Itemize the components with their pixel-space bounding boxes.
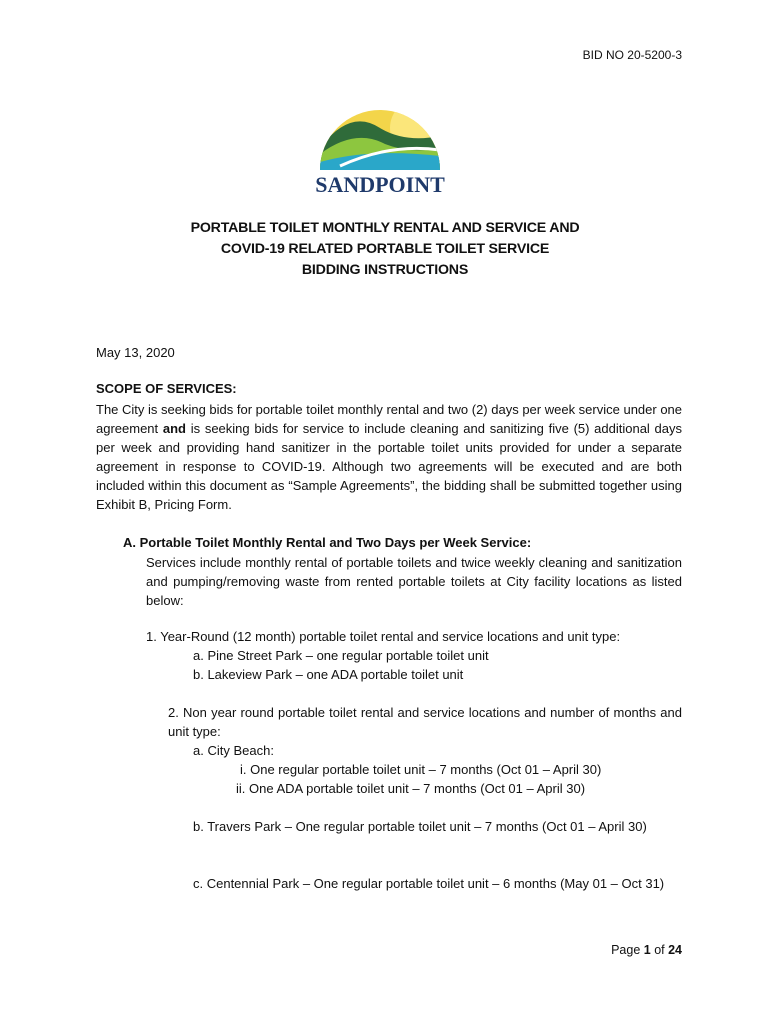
page-total: 24 (668, 943, 682, 957)
section-a-body: Services include monthly rental of portable toilets and twice weekly cleaning and sanitization and pumping/removing waste from rented portable toilets at City facility locations as listed below: (146, 555, 682, 608)
item-2c: c. Centennial Park – One regular portable toilet unit – 6 months (May 01 – Oct 31) (193, 876, 665, 891)
item-2b: b. Travers Park – One regular portable toilet unit – 7 months (Oct 01 – April 30) (193, 819, 647, 834)
scope-heading: SCOPE OF SERVICES: (96, 381, 237, 396)
page-of: of (650, 943, 669, 957)
item-2a-ii: ii. One ADA portable toilet unit – 7 months (Oct 01 – April 30) (236, 781, 586, 796)
page-footer (611, 943, 682, 957)
bid-number: BID NO 20-5200-3 (582, 48, 682, 62)
item-2a-i: i. One regular portable toilet unit – 7 months (Oct 01 – April 30) (240, 762, 602, 777)
item-1a: a. Pine Street Park – one regular portable toilet unit (193, 648, 489, 663)
item-1-label: 1. Year-Round (12 month) portable toilet rental and service locations and unit type: (146, 629, 621, 644)
scope-text-1: The City is seeking bids for portable toilet monthly rental and two (2) days per week service under one agreement (96, 402, 683, 436)
document-date: May 13, 2020 (96, 345, 175, 360)
page-prefix: Page (611, 943, 644, 957)
item-2a: a. City Beach: (193, 743, 274, 758)
document-title (0, 218, 770, 281)
title-line-2: COVID-19 RELATED PORTABLE TOILET SERVICE (220, 241, 550, 257)
page-number: 1 (643, 943, 651, 957)
title-line-1: PORTABLE TOILET MONTHLY RENTAL AND SERVICE AND (190, 220, 580, 236)
item-1b: b. Lakeview Park – one ADA portable toilet unit (193, 667, 464, 682)
item-2-text: 2. Non year round portable toilet rental and service locations and number of months and unit type: (168, 705, 682, 739)
logo-wordmark: SANDPOINT (315, 172, 445, 197)
scope-text-2: is seeking bids for service to include cleaning and sanitizing five (5) additional days per week and providing hand sanitizer in the portable toilet units provided for under a separate agreement in response to COVID-19. Although two agreements will be executed and are both included within this document as “Sample Agreements”, the bidding shall be submitted together using Exhibit B, Pricing Form. (96, 421, 683, 512)
title-line-3: BIDDING INSTRUCTIONS (301, 262, 469, 278)
sandpoint-logo (300, 88, 460, 200)
item-2-label (146, 703, 682, 741)
section-a-heading: A. Portable Toilet Monthly Rental and Two Days per Week Service: (123, 535, 532, 550)
scope-paragraph (96, 400, 682, 514)
scope-bold-and: and (162, 421, 186, 436)
